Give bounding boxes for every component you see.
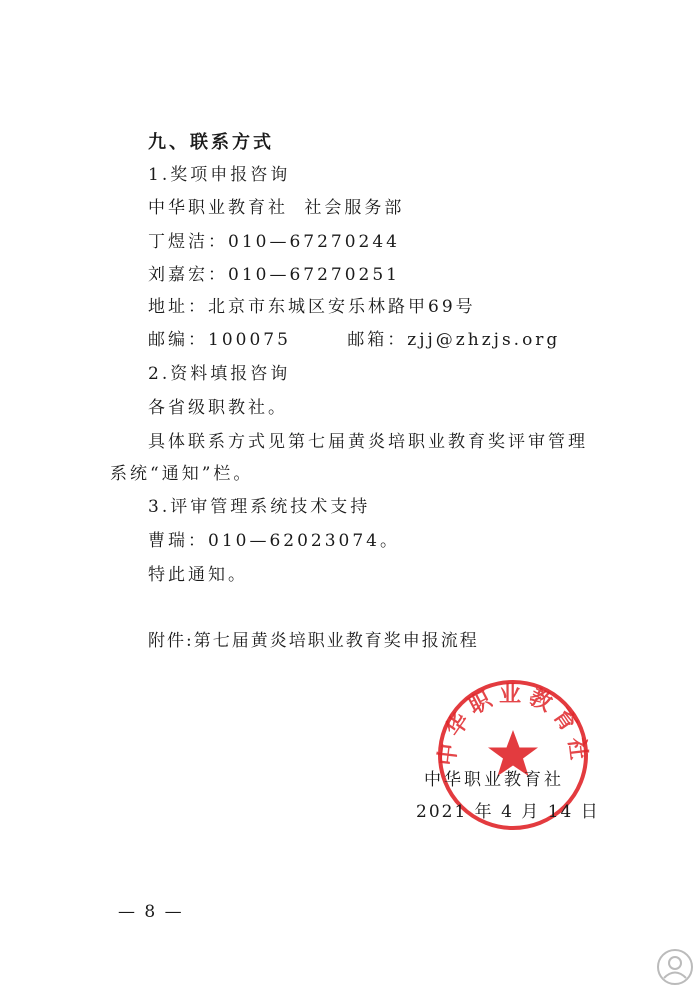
- page-number: — 8 —: [118, 902, 184, 922]
- email: 邮箱：zjj@zhzjs.org: [347, 330, 561, 350]
- award-inquiry-title: 1.奖项申报咨询: [148, 165, 291, 185]
- seal-text: 中华职业教育社: [436, 682, 590, 768]
- contact-line-1: 丁煜洁：010—67270244: [148, 232, 400, 252]
- section-heading: 九、联系方式: [148, 132, 274, 153]
- contact-line-2: 刘嘉宏：010—67270251: [148, 265, 400, 285]
- attachment-line: 附件:第七届黄炎培职业教育奖申报流程: [148, 631, 479, 651]
- postcode-email-line: [148, 329, 560, 351]
- dept-name: 社会服务部: [304, 198, 405, 218]
- user-icon: [656, 948, 694, 986]
- notice-line: 特此通知。: [148, 565, 248, 585]
- org-name: 中华职业教育社: [148, 198, 288, 218]
- data-inquiry-line-2: 具体联系方式见第七届黄炎培职业教育奖评审管理: [148, 432, 588, 452]
- address-line: 地址：北京市东城区安乐林路甲69号: [148, 297, 476, 317]
- signature-date: 2021 年 4 月 14 日: [416, 802, 600, 822]
- data-inquiry-line-3: 系统“通知”栏。: [110, 464, 254, 484]
- data-inquiry-title: 2.资料填报咨询: [148, 364, 291, 384]
- tech-support-title: 3.评审管理系统技术支持: [148, 497, 371, 517]
- tech-support-contact: 曹瑞：010—62023074。: [148, 531, 400, 551]
- signature-org: 中华职业教育社: [424, 770, 564, 790]
- award-inquiry-org-line: [148, 197, 404, 219]
- data-inquiry-line-1: 各省级职教社。: [148, 398, 288, 418]
- postcode: 邮编：100075: [148, 330, 291, 350]
